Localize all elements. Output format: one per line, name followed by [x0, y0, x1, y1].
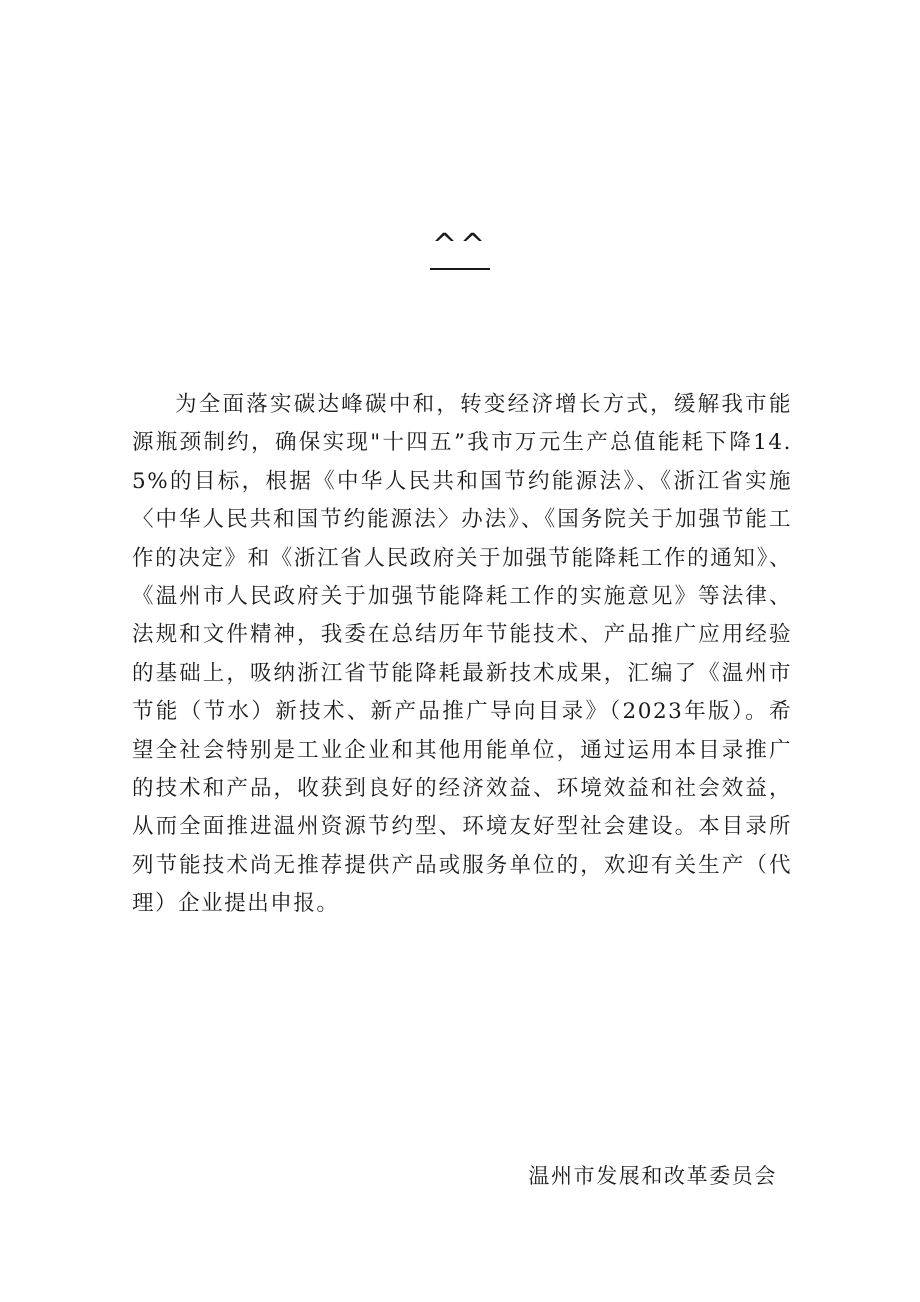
heading-block: [0, 226, 920, 270]
body-paragraph: 为全面落实碳达峰碳中和，转变经济增长方式，缓解我市能源瓶颈制约，确保实现"十四五”我市万元生产总值能耗下降14.5%的目标，根据《中华人民共和国节约能源法》、《浙江省实施〈中华人民共和国节约能源法〉办法》、《国务院关于加强节能工作的决定》和《浙江省人民政府关于加强节能降耗工作的通知》、《温州市人民政府关于加强节能降耗工作的实施意见》等法律、法规和文件精神，我委在总结历年节能技术、产品推广应用经验的基础上，吸纳浙江省节能降耗最新技术成果，汇编了《温州市节能（节水）新技术、新产品推广导向目录》（2023年版）。希望全社会特别是工业企业和其他用能单位，通过运用本目录推广的技术和产品，收获到良好的经济效益、环境效益和社会效益，从而全面推进温州资源节约型、环境友好型社会建设。本目录所列节能技术尚无推荐提供产品或服务单位的，欢迎有关生产（代理）企业提出申报。: [132, 392, 792, 917]
issuer-signature: 温州市发展和改革委员会: [528, 1164, 777, 1188]
document-heading: ^^: [430, 226, 490, 270]
